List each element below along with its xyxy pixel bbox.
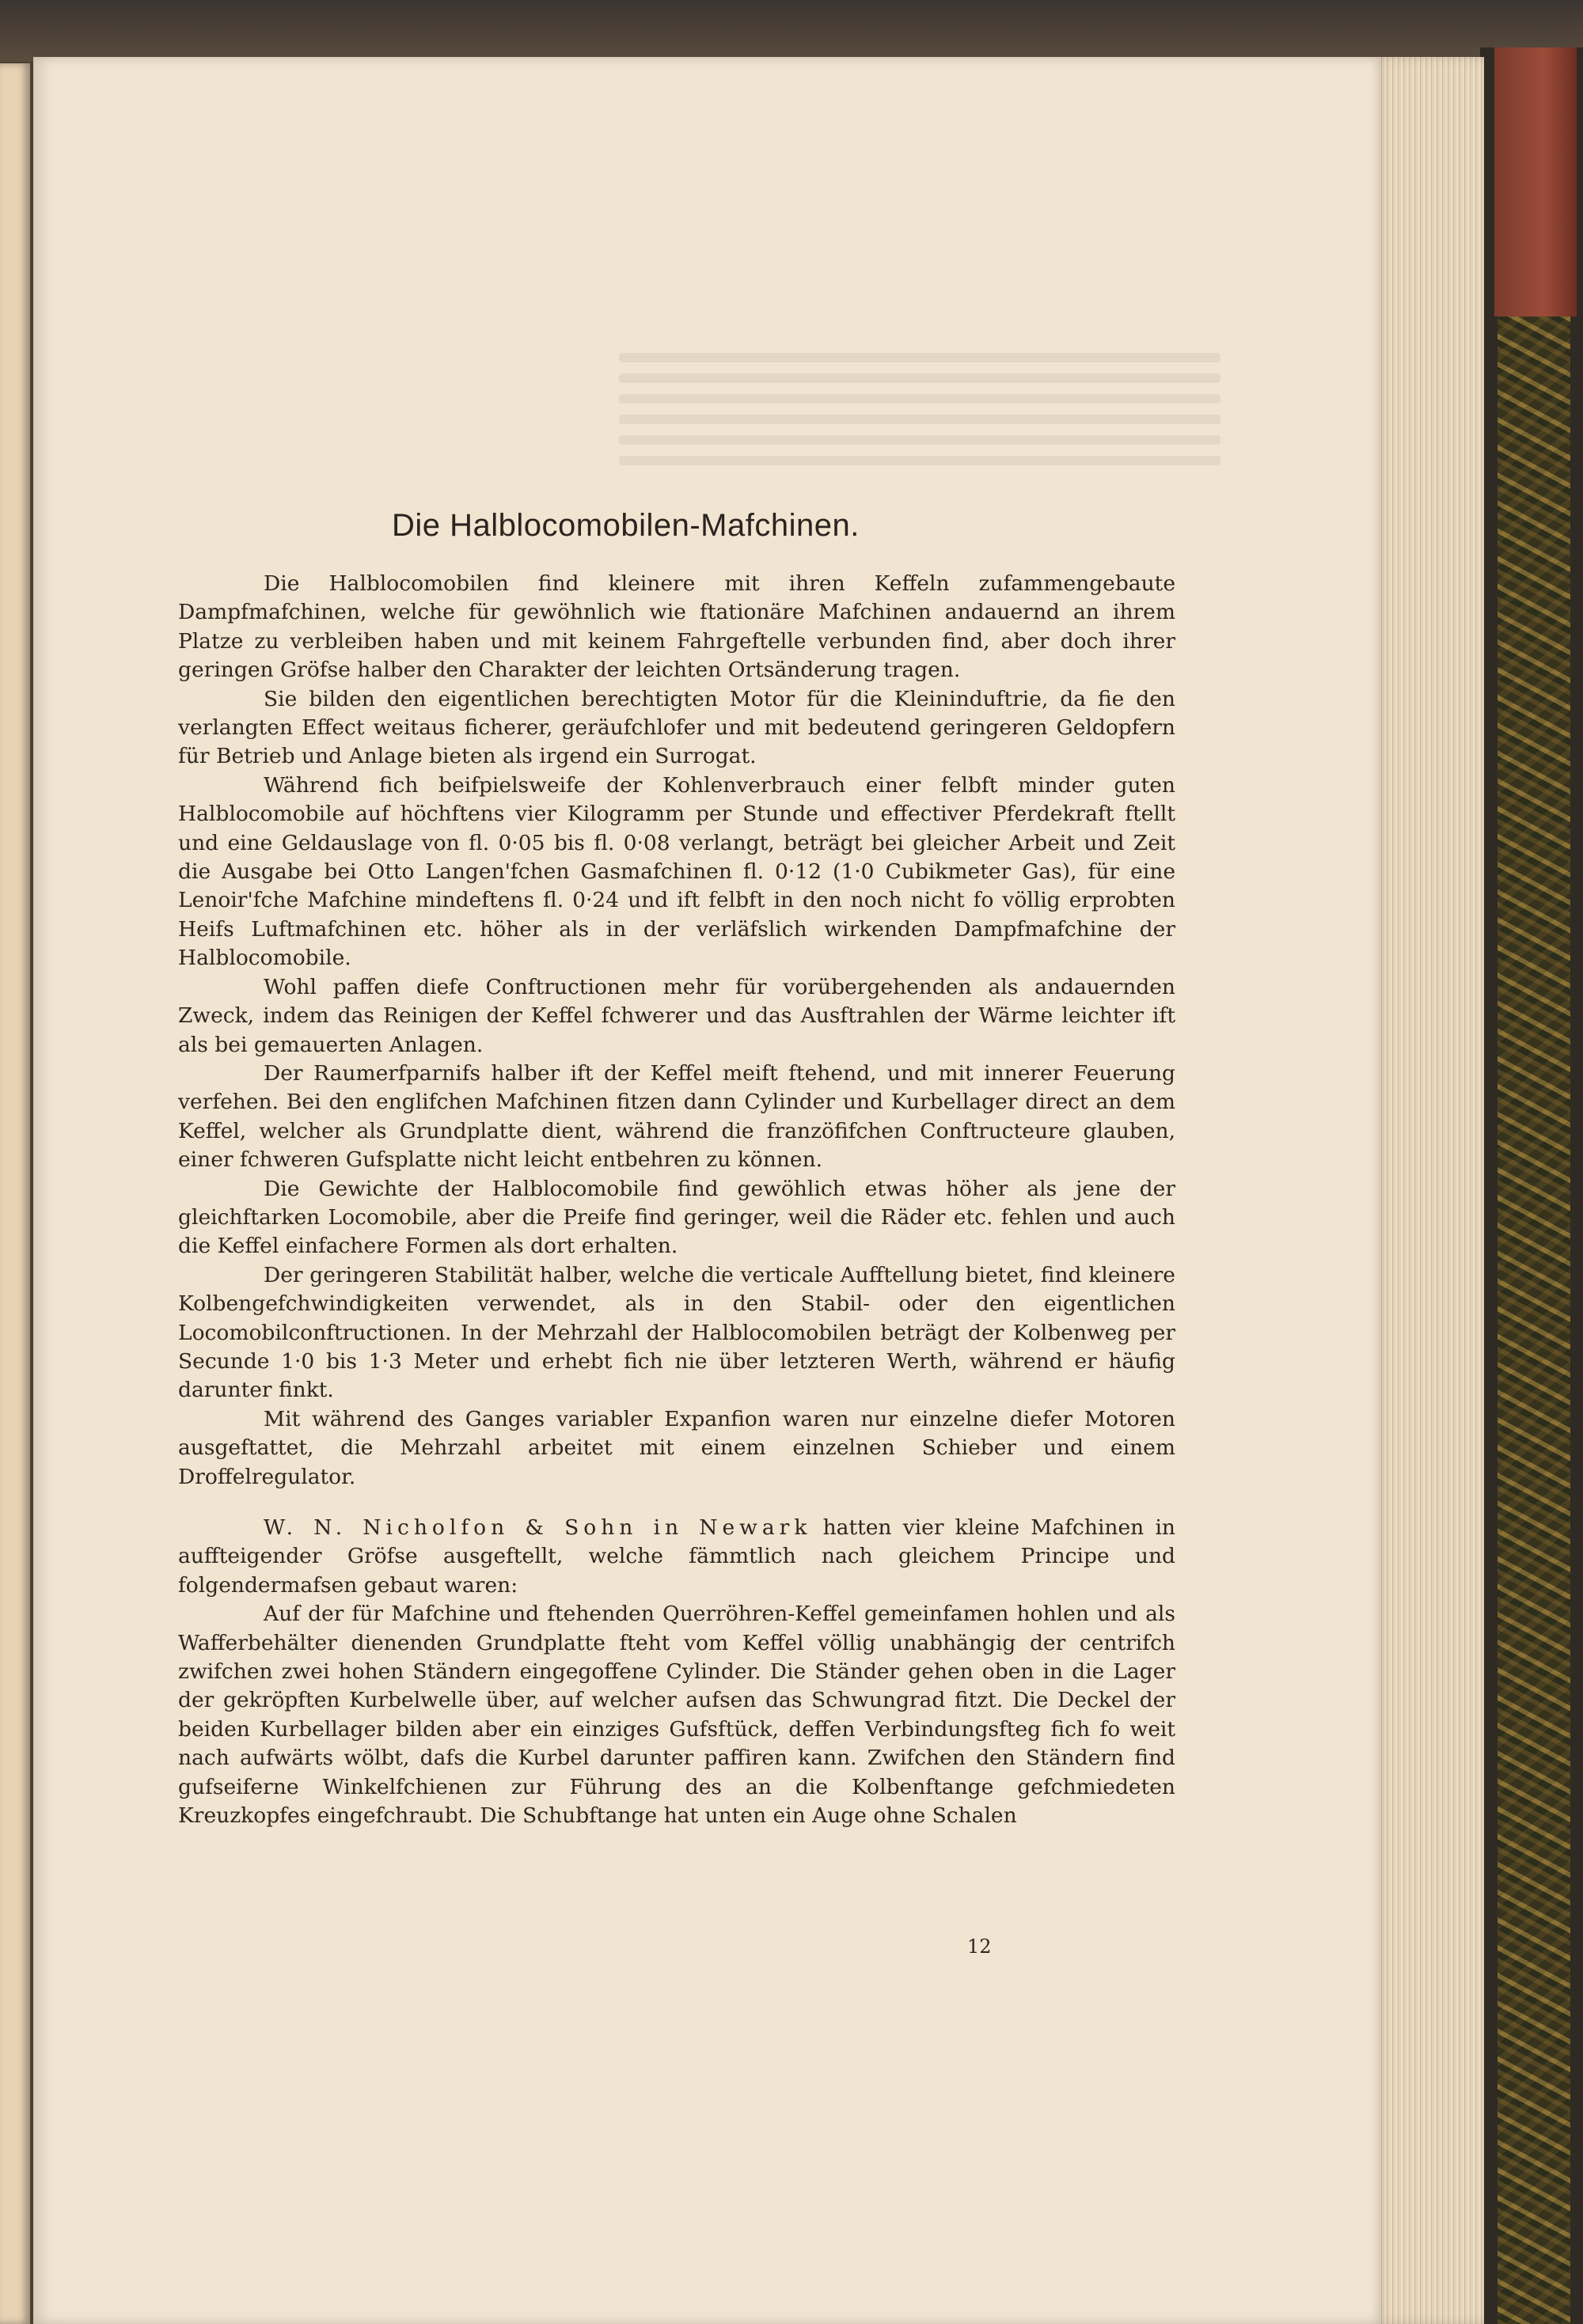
nicholson-text: hatten vier kleine Mafchinen in auffteigender Gröfse ausgeftellt, welche fämmtlich nach gleichem Principe und folgendermafsen gebaut waren: <box>178 1515 1175 1598</box>
facing-page-edge <box>0 63 30 2324</box>
paragraph: Mit während des Ganges variabler Expanfion waren nur einzelne diefer Motoren ausgeftattet, die Mehrzahl arbeitet mit einem einzelnen Schieber und einem Droffelregulator. <box>178 1406 1175 1489</box>
paragraph: Der geringeren Stabilität halber, welche die verticale Aufftellung bietet, find kleinere Kolbengefchwindigkeiten verwendet, als in den Stabil- oder den eigentlichen Locomobilconftructionen. In der Mehrzahl der Halblocomobilen beträgt der Kolbenweg per Secunde 1·0 bis 1·3 Meter und erhebt fich nie über letzteren Werth, während er häufig darunter finkt. <box>178 1262 1175 1403</box>
exhibitor-name: W. N. Nicholfon & Sohn in Newark <box>264 1515 812 1540</box>
paragraph: Auf der für Mafchine und ftehenden Querröhren-Keffel gemeinfamen hohlen und als Wafferbehälter dienenden Grundplatte fteht vom Keffel völlig unabhängig der centrifch zwifchen zwei hohen Ständern eingegoffene Cylinder. Die Ständer gehen oben in die Lager der gekröpften Kurbelwelle über, auf welcher aufsen das Schwungrad fitzt. Die Deckel der beiden Kurbellager bilden aber ein einziges Gufsftück, deffen Verbindungsfteg fich fo weit nach aufwärts wölbt, dafs die Kurbel darunter paffiren kann. Zwifchen den Ständern find gufseiferne Winkelfchienen zur Führung des an die Kolbenftange gefchmiedeten Kreuzkopfes eingefchraubt. Die Schubftange hat unten ein Auge ohne Schalen <box>178 1602 1175 1829</box>
page-number: 12 <box>967 1935 992 1958</box>
paragraph: Der Raumerfparnifs halber ift der Keffel meift ftehend, und mit innerer Feuerung verfehen. Bei den englifchen Mafchinen fitzen dann Cylinder und Kurbellager direct an dem Keffel, welcher als Grundplatte dient, während die franzöfifchen Conftructeure glauben, einer fchweren Gufsplatte nicht leicht entbehren zu können. <box>178 1060 1175 1173</box>
page-stack-edge <box>1373 57 1484 2324</box>
paragraph: Wohl paffen diefe Conftructionen mehr für vorübergehenden als andauernden Zweck, indem das Reinigen der Keffel fchwerer und das Ausftrahlen der Wärme leichter ift als bei gemauerten Anlagen. <box>178 974 1175 1057</box>
paragraph: Während fich beifpielsweife der Kohlenverbrauch einer felbft minder guten Halblocomobile auf höchftens vier Kilogramm per Stunde und effectiver Pferdekraft ftellt und eine Geldauslage von fl. 0·05 bis fl. 0·08 verlangt, beträgt bei gleicher Arbeit und Zeit die Ausgabe bei Otto Langen'fchen Gasmafchinen fl. 0·12 (1·0 Cubikmeter Gas), für eine Lenoir'fche Mafchine mindeftens fl. 0·24 und ift felbft in den noch nicht fo völlig erprobten Heifs Luftmafchinen etc. höher als in der verläfslich wirkenden Dampfmafchine der Halblocomobile. <box>178 772 1175 971</box>
show-through-text <box>619 342 1220 595</box>
paragraph: Sie bilden den eigentlichen berechtigten Motor für die Kleininduftrie, da fie den verlangten Effect weitaus ficherer, geräufchlofer und mit bedeutend geringeren Geldopfern für Betrieb und Anlage bieten als irgend ein Surrogat. <box>178 686 1175 769</box>
marbled-endpaper <box>1498 317 1570 2324</box>
nicholson-paragraph <box>178 1514 1175 1600</box>
page-title: Die Halblocomobilen-Mafchinen. <box>392 508 860 543</box>
body-text <box>178 570 1175 1830</box>
book-cover-corner <box>1494 47 1577 317</box>
paragraph: Die Gewichte der Halblocomobile find gewöhlich etwas höher als jene der gleichftarken Locomobile, aber die Preife find geringer, weil die Räder etc. fehlen und auch die Keffel einfachere Formen als dort erhalten. <box>178 1176 1175 1259</box>
scan-top-shadow <box>0 0 1583 62</box>
paragraph: Die Halblocomobilen find kleinere mit ihren Keffeln zufammengebaute Dampfmafchinen, welche für gewöhnlich wie ftationäre Mafchinen andauernd an ihrem Platze zu verbleiben haben und mit keinem Fahrgeftelle verbunden find, aber doch ihrer geringen Gröfse halber den Charakter der leichten Ortsänderung tragen. <box>178 571 1175 683</box>
